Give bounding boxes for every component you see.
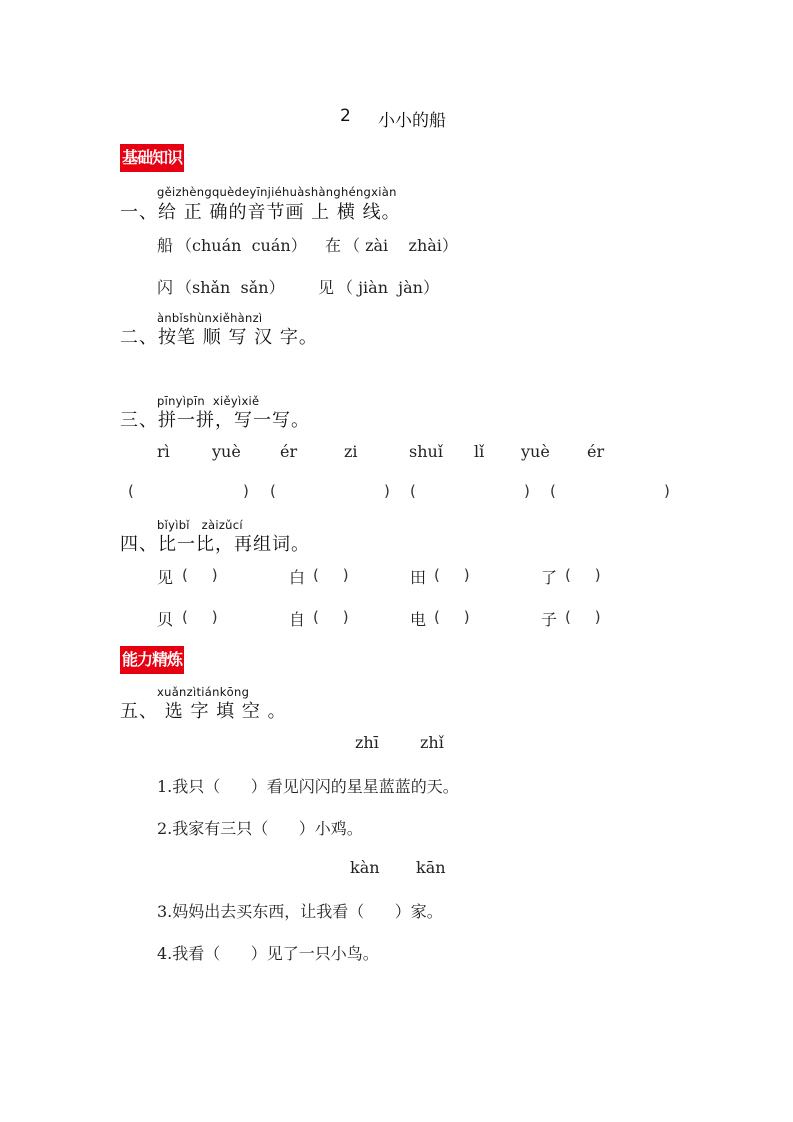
section-badge-ability: 能力精炼 xyxy=(120,646,184,674)
page-title: 小小的船 xyxy=(378,111,446,131)
q1-options[interactable]: （ jiàn jàn） xyxy=(337,278,439,297)
q3-blank-open[interactable]: ( xyxy=(550,482,556,500)
q4-pinyin: bǐyìbǐ zàizǔcí xyxy=(157,518,243,532)
q5-heading: 五、 选 字 填 空 。 xyxy=(120,701,287,722)
q1-char: 见 xyxy=(318,278,335,297)
q4-blank[interactable]: ( ) xyxy=(182,566,218,584)
q3-pinyin-word: shuǐ xyxy=(409,442,443,461)
q4-char: 了 xyxy=(541,568,558,587)
q1-options[interactable]: （ zài zhài） xyxy=(344,236,458,255)
q5-sentence[interactable]: 2.我家有三只（ ）小鸡。 xyxy=(157,819,363,838)
q3-blank-close[interactable]: ) xyxy=(664,482,670,500)
q1-heading: 一、给 正 确的音节画 上 横 线。 xyxy=(120,202,401,223)
q3-blank-close[interactable]: ) xyxy=(384,482,390,500)
q3-blank-open[interactable]: ( xyxy=(410,482,416,500)
q4-char: 白 xyxy=(289,568,306,587)
q4-char: 田 xyxy=(410,568,427,587)
q2-pinyin: ànbǐshùnxiěhànzì xyxy=(157,311,263,325)
q4-blank[interactable]: ( ) xyxy=(434,566,470,584)
q3-pinyin: pīnyìpīn xiěyìxiě xyxy=(157,394,260,408)
q4-blank[interactable]: ( ) xyxy=(313,566,349,584)
section-badge-basic: 基础知识 xyxy=(120,144,184,172)
q3-pinyin-word: yuè xyxy=(212,442,241,461)
q3-pinyin-word: rì xyxy=(157,442,170,461)
q5-option: kān xyxy=(416,858,446,877)
q4-char: 见 xyxy=(157,568,174,587)
q4-blank[interactable]: ( ) xyxy=(434,608,470,626)
q4-char: 贝 xyxy=(157,610,174,629)
q4-char: 自 xyxy=(289,610,306,629)
q1-options[interactable]: （shǎn sǎn） xyxy=(176,278,285,297)
q4-char: 电 xyxy=(410,610,427,629)
q3-blank-open[interactable]: ( xyxy=(128,482,134,500)
q2-heading: 二、按笔 顺 写 汉 字。 xyxy=(120,327,318,348)
q5-option: zhī xyxy=(355,733,379,752)
q5-sentence[interactable]: 3.妈妈出去买东西，让我看（ ）家。 xyxy=(157,902,443,921)
q1-char: 在 xyxy=(325,236,342,255)
q5-sentence[interactable]: 1.我只（ ）看见闪闪的星星蓝蓝的天。 xyxy=(157,777,459,796)
q1-char: 闪 xyxy=(157,278,174,297)
q3-blank-close[interactable]: ) xyxy=(524,482,530,500)
q1-pinyin: gěizhèngquèdeyīnjiéhuàshànghéngxiàn xyxy=(157,185,397,199)
q3-pinyin-word: zi xyxy=(344,442,358,461)
q3-pinyin-word: yuè xyxy=(521,442,550,461)
q4-blank[interactable]: ( ) xyxy=(565,608,601,626)
q5-pinyin: xuǎnzìtiánkōng xyxy=(157,685,250,699)
q4-blank[interactable]: ( ) xyxy=(182,608,218,626)
q3-pinyin-word: ér xyxy=(587,442,605,461)
q4-char: 子 xyxy=(541,610,558,629)
q3-pinyin-word: lǐ xyxy=(474,442,485,461)
q3-heading: 三、拼一拼，写一写。 xyxy=(120,410,310,431)
q3-blank-close[interactable]: ) xyxy=(243,482,249,500)
q4-blank[interactable]: ( ) xyxy=(565,566,601,584)
q4-blank[interactable]: ( ) xyxy=(313,608,349,626)
title-number: 2 xyxy=(340,106,351,126)
q1-options[interactable]: （chuán cuán） xyxy=(176,236,307,255)
q5-option: zhǐ xyxy=(420,733,444,752)
q3-pinyin-word: ér xyxy=(280,442,298,461)
q3-blank-open[interactable]: ( xyxy=(270,482,276,500)
q4-heading: 四、比一比，再组词。 xyxy=(120,534,310,555)
q5-option: kàn xyxy=(350,858,380,877)
q5-sentence[interactable]: 4.我看（ ）见了一只小鸟。 xyxy=(157,944,379,963)
q1-char: 船 xyxy=(157,236,174,255)
